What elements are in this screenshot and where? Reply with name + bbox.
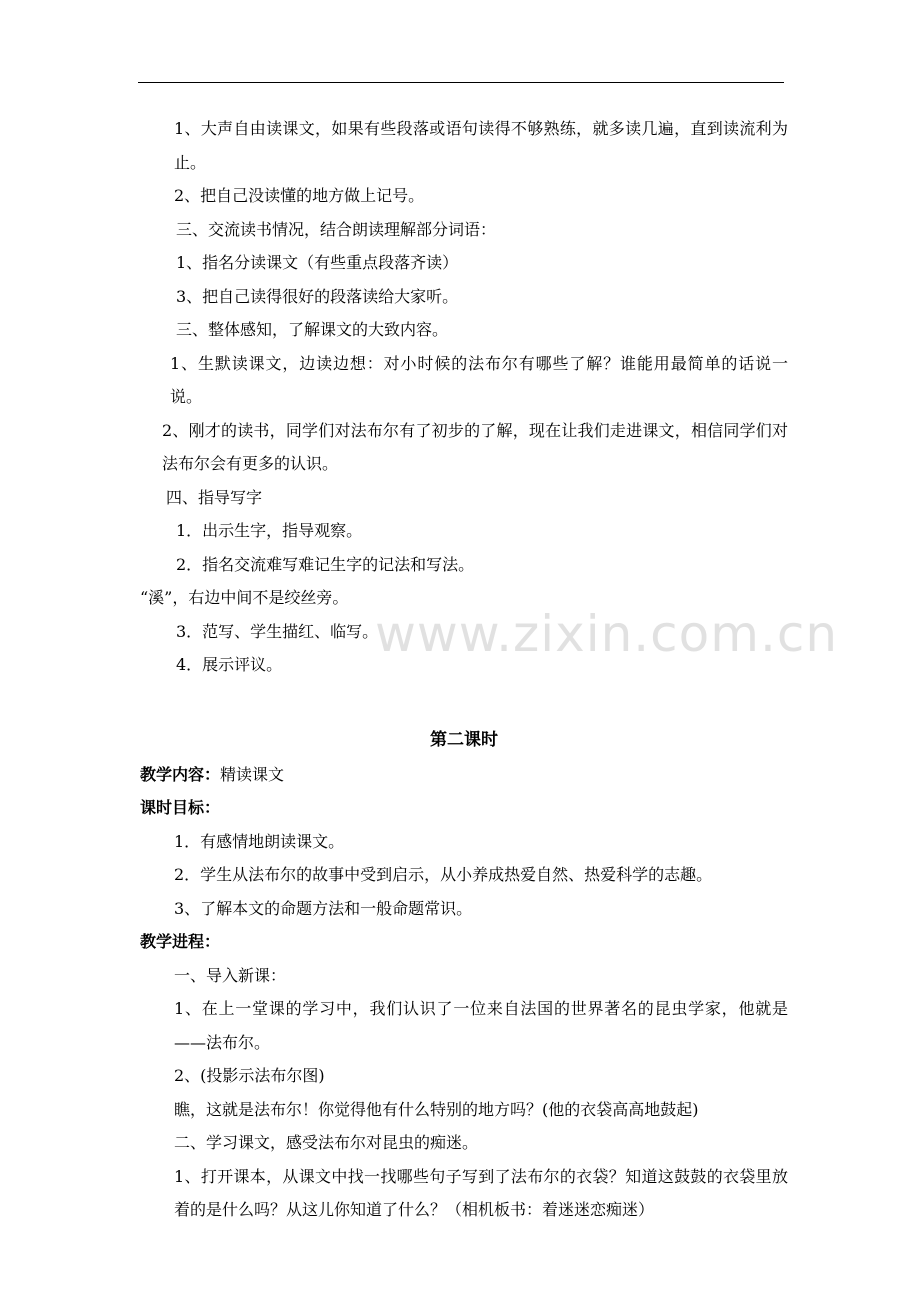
paragraph: 1．出示生字，指导观察。 (176, 521, 363, 540)
goal-item: 3、了解本文的命题方法和一般命题常识。 (174, 898, 473, 918)
section-title: 第二课时 (430, 729, 498, 750)
paragraph: 1、指名分读课文（有些重点段落齐读） (176, 253, 459, 272)
goal-item: 2．学生从法布尔的故事中受到启示，从小养成热爱自然、热爱科学的志趣。 (174, 865, 713, 884)
paragraph: 4．展示评议。 (176, 655, 283, 674)
goal-item: 1．有感情地朗读课文。 (174, 831, 345, 851)
paragraph: 瞧，这就是法布尔！你觉得他有什么特别的地方吗？(他的衣袋高高地鼓起) (174, 1099, 699, 1119)
content-row (140, 758, 788, 792)
content-value: 精读课文 (220, 764, 285, 784)
process-label: 教学进程： (140, 932, 221, 951)
paragraph: 2．指名交流难写难记生字的记法和写法。 (176, 554, 475, 574)
paragraph: 1、大声自由读课文，如果有些段落或语句读得不够熟练，就多读几遍，直到读流利为止。 (174, 119, 788, 172)
paragraph: 三、交流读书情况，结合朗读理解部分词语： (176, 219, 497, 239)
paragraph: “溪”，右边中间不是绞丝旁。 (140, 588, 349, 607)
paragraph: 3．范写、学生描红、临写。 (176, 621, 379, 641)
header-rule (138, 82, 784, 83)
paragraph: 3、把自己读得很好的段落读给大家听。 (176, 286, 459, 306)
goals-label: 课时目标： (140, 798, 221, 817)
paragraph: 一、导入新课： (174, 965, 287, 985)
paragraph: 2、把自己没读懂的地方做上记号。 (174, 186, 425, 205)
paragraph: 2、(投影示法布尔图) (174, 1066, 325, 1085)
paragraph: 1、打开课本，从课文中找一找哪些句子写到了法布尔的衣袋？知道这鼓鼓的衣袋里放着的是什么吗？从这儿你知道了什么？（相机板书：着迷迷恋痴迷） (174, 1166, 788, 1219)
paragraph: 二、学习课文，感受法布尔对昆虫的痴迷。 (174, 1133, 479, 1152)
watermark-text: www.zixin.com.cn (375, 605, 839, 663)
content-label: 教学内容： (140, 764, 221, 784)
paragraph: 1、在上一堂课的学习中，我们认识了一位来自法国的世界著名的昆虫学家，他就是——法布尔。 (174, 999, 788, 1052)
paragraph: 三、整体感知，了解课文的大致内容。 (176, 320, 449, 339)
paragraph: 四、指导写字 (166, 487, 263, 507)
paragraph: 2、刚才的读书，同学们对法布尔有了初步的了解，现在让我们走进课文，相信同学们对法布尔会有更多的认识。 (162, 420, 788, 473)
document-body (140, 112, 788, 1227)
paragraph: 1、生默读课文，边读边想：对小时候的法布尔有哪些了解？谁能用最简单的话说一说。 (170, 353, 788, 406)
